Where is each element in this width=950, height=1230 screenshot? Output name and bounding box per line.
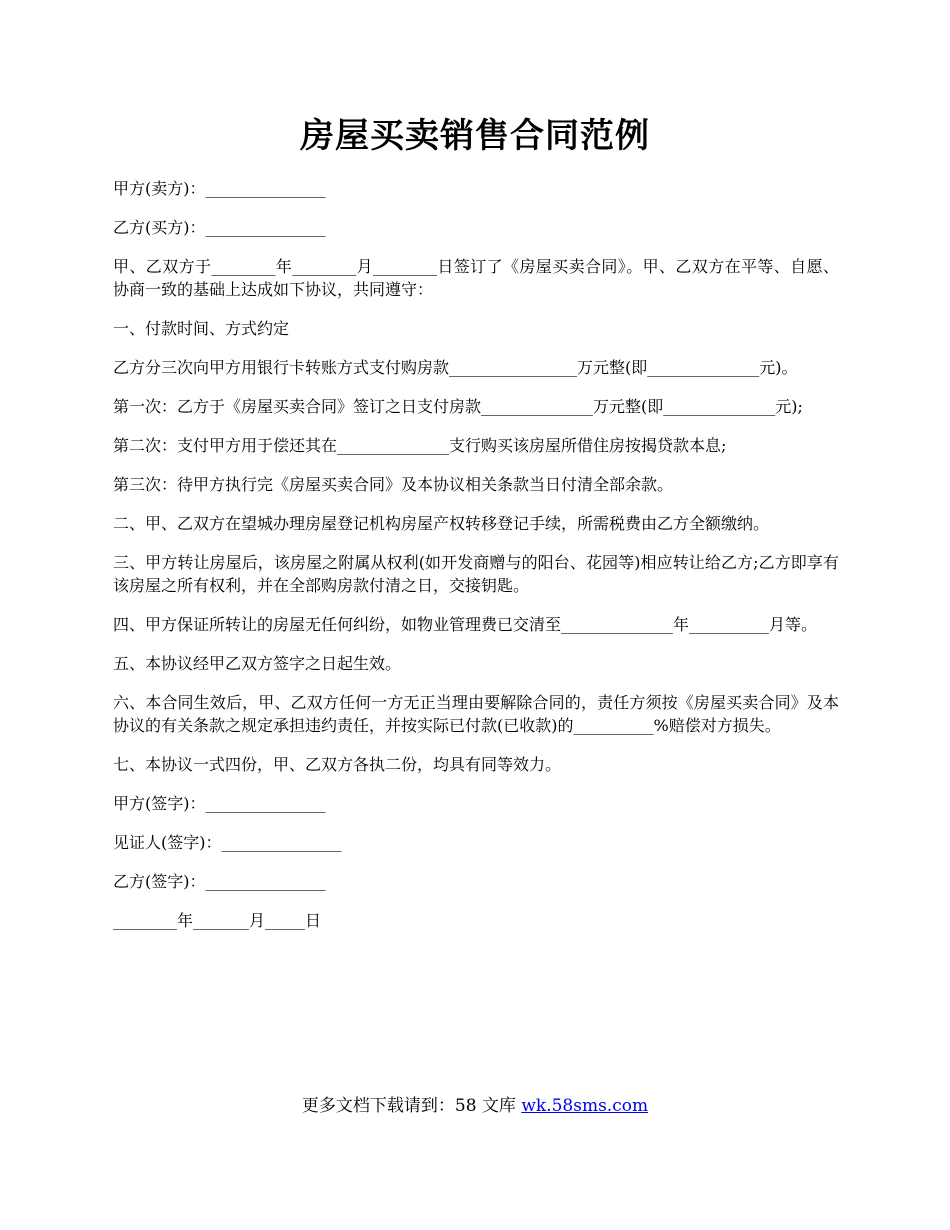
footer-prefix: 更多文档下载请到：58 文库	[301, 1096, 522, 1116]
party-a-seller-line: 甲方(卖方)：_______________	[113, 179, 326, 198]
section-1-heading: 一、付款时间、方式约定	[113, 319, 290, 338]
section-4-paragraph: 四、甲方保证所转让的房屋无任何纠纷，如物业管理费已交清至______________年__________月等。	[113, 615, 818, 634]
payment-method-paragraph: 乙方分三次向甲方用银行卡转账方式支付购房款________________万元整(即______________元)。	[113, 358, 798, 377]
section-5-paragraph: 五、本协议经甲乙双方签字之日起生效。	[113, 654, 402, 673]
first-payment-paragraph: 第一次：乙方于《房屋买卖合同》签订之日支付房款______________万元整(即______________元);	[113, 397, 803, 416]
section-3-paragraph: 三、甲方转让房屋后，该房屋之附属从权利(如开发商赠与的阳台、花园等)相应转让给乙方;乙方即享有该房屋之所有权利，并在全部购房款付清之日，交接钥匙。	[113, 553, 839, 595]
intro-paragraph: 甲、乙双方于________年________月________日签订了《房屋买卖合同》。甲、乙双方在平等、自愿、协商一致的基础上达成如下协议，共同遵守：	[113, 257, 839, 299]
date-line: ________年_______月_____日	[113, 911, 322, 930]
section-7-paragraph: 七、本协议一式四份，甲、乙双方各执二份，均具有同等效力。	[113, 755, 562, 774]
footer-link[interactable]: wk.58sms.com	[521, 1096, 649, 1116]
second-payment-paragraph: 第二次：支付甲方用于偿还其在______________支行购买该房屋所借住房按揭贷款本息;	[113, 436, 727, 455]
party-b-signature-line: 乙方(签字)：_______________	[113, 872, 326, 891]
party-b-buyer-line: 乙方(买方)：_______________	[113, 218, 326, 237]
footer	[0, 1093, 950, 1119]
section-2-paragraph: 二、甲、乙双方在望城办理房屋登记机构房屋产权转移登记手续，所需税费由乙方全额缴纳。	[113, 514, 770, 533]
document-title: 房屋买卖销售合同范例	[300, 116, 650, 156]
witness-signature-line: 见证人(签字)：_______________	[113, 833, 342, 852]
third-payment-paragraph: 第三次：待甲方执行完《房屋买卖合同》及本协议相关条款当日付清全部余款。	[113, 475, 674, 494]
document-body	[113, 177, 839, 948]
section-6-paragraph: 六、本合同生效后，甲、乙双方任何一方无正当理由要解除合同的，责任方须按《房屋买卖合同》及本协议的有关条款之规定承担违约责任，并按实际已付款(已收款)的__________%赔偿对方损失。	[113, 693, 839, 735]
party-a-signature-line: 甲方(签字)：_______________	[113, 794, 326, 813]
